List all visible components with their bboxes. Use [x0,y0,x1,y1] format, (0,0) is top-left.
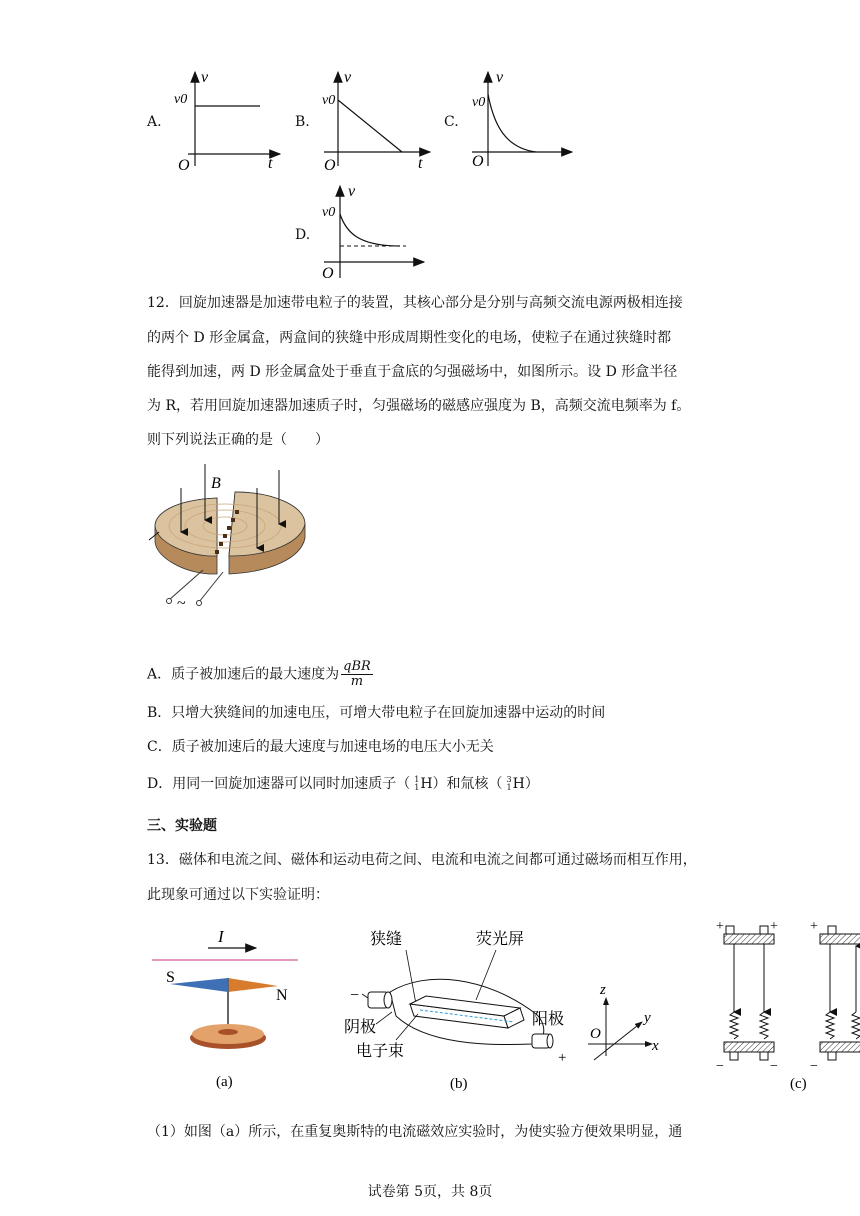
caption-b: (b) [450,1076,468,1092]
iso2-mass: 3 [506,775,512,784]
q12-line-1: 12．回旋加速器是加速带电粒子的装置，其核心部分是分别与高频交流电源两极相连接 [147,295,683,311]
s-label: S [166,969,175,986]
option-d-mid: ）和氚核（ [432,776,503,792]
option-b-label: B. [295,114,310,130]
figure-b-tube [336,920,586,1095]
origin-label: O [322,265,334,282]
plus-left-1: + [716,919,724,934]
v-label: v [348,183,356,200]
origin-label: O [472,153,484,170]
q12-option-c: C．质子被加速后的最大速度与加速电场的电压大小无关 [147,739,494,755]
frac-den: m [350,674,364,689]
option-d-prefix: D．用同一回旋加速器可以同时加速质子（ [147,776,411,792]
q12-line-2: 的两个 D 形金属盒，两盒间的狭缝中形成周期性变化的电场，使粒子在通过狭缝时都 [147,330,672,346]
fraction-qbr-m [341,660,373,689]
option-a-text: A．质子被加速后的最大速度为 [147,666,340,683]
cyclotron-figure [143,462,313,612]
q12-option-d [147,774,539,794]
v0-label: v0 [322,93,336,108]
graph-d [318,180,430,284]
section-3-title: 三、实验题 [147,818,217,834]
v0-label: v0 [472,95,486,110]
minus-right: − [810,1059,818,1074]
option-c-label: C. [444,114,459,130]
origin-label: O [590,1026,601,1042]
option-d-label: D. [295,227,311,243]
plus-right: + [810,919,818,934]
cathode-label: 阴极 [344,1019,377,1036]
q13-line-2: 此现象可通过以下实验证明： [147,887,329,903]
graph-b [318,66,436,174]
needle-north [228,978,278,992]
t-label: t [418,155,423,172]
page-footer: 试卷第 5页，共 8页 [367,1184,493,1200]
q12-line-5: 则下列说法正确的是（ ） [147,432,329,448]
v-label: v [496,69,504,86]
v-curve [340,214,400,246]
figure-c-parallel-wires [704,912,860,1102]
origin-label: O [324,157,336,174]
q12-line-4: 为 R，若用回旋加速器加速质子时，匀强磁场的磁感应强度为 B，高频交流电频率为 f。 [147,398,691,414]
v-line [338,100,402,152]
x-axis-label: x [652,1038,659,1054]
v0-label: v0 [174,92,188,107]
v-label: v [201,69,209,86]
plus-left-2: + [770,919,778,934]
iso1-num: 1 [414,783,420,792]
minus-label: − [350,987,360,1004]
isotope-1 [414,776,419,792]
option-d-suffix: ） [524,776,539,792]
q13-part-1: （1）如图（a）所示，在重复奥斯特的电流磁效应实验时，为使实验方便效果明显，通 [147,1124,683,1140]
n-label: N [276,987,288,1004]
q13-line-1: 13．磁体和电流之间、磁体和运动电荷之间、电流和电流之间都可通过磁场而相互作用， [147,852,697,868]
needle-south [170,978,228,992]
minus-left-2: − [770,1059,778,1074]
v-curve [488,94,536,152]
option-a-label: A. [147,114,162,130]
caption-c: (c) [790,1076,807,1092]
v0-label: v0 [322,205,336,220]
graph-c [466,66,578,170]
graph-a [168,66,288,174]
iso1-mass: 1 [414,775,420,784]
q12-line-3: 能得到加速，两 D 形金属盒处于垂直于盒底的匀强磁场中，如图所示。设 D 形盒半径 [147,364,678,380]
z-axis-label: z [600,982,606,998]
origin-label: O [178,157,190,174]
coordinate-axes [586,978,672,1068]
slit-label: 狭缝 [370,931,403,948]
current-label: I [218,927,224,946]
t-label: t [268,155,273,172]
v-label: v [344,69,352,86]
q12-option-b: B．只增大狭缝间的加速电压，可增大带电粒子在回旋加速器中运动的时间 [147,705,606,721]
y-axis-label: y [644,1010,651,1026]
screen-label: 荧光屏 [476,931,525,948]
iso2-num: 1 [506,783,512,792]
ac-label: ~ [177,595,186,612]
beam-label: 电子束 [356,1043,405,1060]
q12-option-a [147,660,373,689]
anode-label: 阳极 [532,1011,565,1028]
iso1-element: H [420,776,433,792]
isotope-2 [507,776,512,792]
caption-a: (a) [216,1074,233,1090]
figure-a-compass [148,920,308,1095]
frac-num: qBR [343,659,371,674]
b-label: B [211,475,221,492]
minus-left-1: − [716,1059,724,1074]
iso2-element: H [512,776,525,792]
plus-label: + [558,1050,567,1066]
